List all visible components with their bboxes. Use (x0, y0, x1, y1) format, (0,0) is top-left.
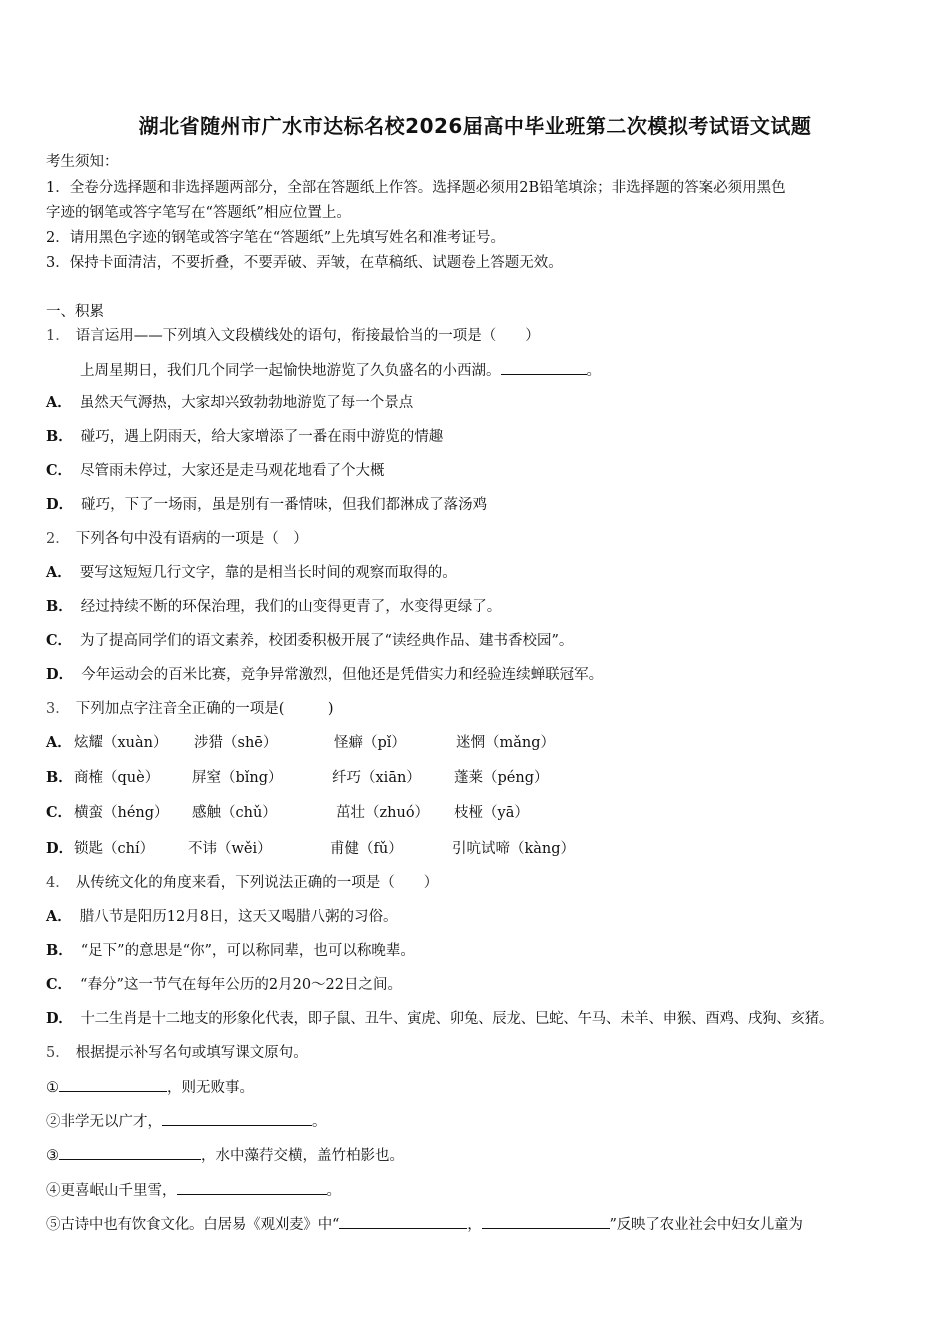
item-text: 。 (326, 1183, 341, 1199)
option-label: A． (46, 394, 72, 411)
answer-blank[interactable] (177, 1180, 327, 1195)
pinyin-item: 怪癖（pǐ） (334, 735, 406, 751)
option-label: D． (46, 1010, 73, 1027)
question-number: 5． (46, 1045, 70, 1061)
pinyin-item: 锁匙（chí） (74, 841, 155, 857)
question-4-option-c[interactable] (46, 975, 402, 995)
question-number: 2． (46, 531, 70, 547)
pinyin-item: 炫耀（xuàn） (74, 735, 168, 751)
fill-item-3 (46, 1145, 404, 1166)
question-4-stem (46, 873, 438, 893)
pinyin-item: 迷惘（mǎng） (456, 735, 556, 751)
option-label: C． (46, 462, 73, 479)
item-text: ，水中藻荇交横，盖竹柏影也。 (201, 1148, 404, 1164)
option-label: A． (46, 564, 72, 581)
option-label: C． (46, 632, 73, 649)
answer-blank[interactable] (482, 1214, 610, 1229)
notice-item-1: 1．全卷分选择题和非选择题两部分，全部在答题纸上作答。选择题必须用2B铅笔填涂；非选择题的答案必须用黑色 (46, 180, 786, 196)
question-text: 根据提示补写名句或填写课文原句。 (75, 1045, 308, 1061)
pinyin-item: 茁壮（zhuó） (336, 805, 430, 821)
option-label: D． (46, 666, 74, 683)
section-heading: 一、积累 (46, 304, 104, 320)
question-text: 语言运用——下列填入文段横线处的语句，衔接最恰当的一项是（ ） (75, 328, 540, 344)
question-1-option-b[interactable] (46, 427, 443, 447)
question-2-option-c[interactable] (46, 631, 573, 651)
question-3-option-b[interactable] (46, 768, 906, 790)
answer-blank[interactable] (59, 1145, 201, 1160)
exam-title: 湖北省随州市广水市达标名校2026届高中毕业班第二次模拟考试语文试题 (138, 114, 812, 138)
fill-item-4 (46, 1180, 341, 1201)
option-text: “足下”的意思是“你”，可以称同辈，也可以称晚辈。 (80, 943, 415, 959)
notice-item-3: 3．保持卡面清洁，不要折叠，不要弄破、弄皱，在草稿纸、试题卷上答题无效。 (46, 255, 563, 271)
option-label: A． (46, 734, 72, 751)
pinyin-item: 蓬莱（péng） (454, 770, 549, 786)
question-number: 1． (46, 328, 70, 344)
question-1-stem (46, 326, 540, 346)
option-label: B． (46, 942, 73, 959)
question-text: 从传统文化的角度来看，下列说法正确的一项是（ ） (75, 875, 439, 891)
question-2-stem (46, 529, 308, 549)
question-1-option-c[interactable] (46, 461, 385, 481)
pinyin-item: 不讳（wěi） (188, 841, 272, 857)
passage-text: 上周星期日，我们几个同学一起愉快地游览了久负盛名的小西湖。 (80, 363, 501, 379)
pinyin-item: 屏窒（bǐng） (192, 770, 283, 786)
option-text: 尽管雨未停过，大家还是走马观花地看了个大概 (80, 463, 385, 479)
question-3-stem (46, 699, 334, 719)
question-4-option-a[interactable] (46, 907, 397, 927)
question-4-option-d[interactable] (46, 1009, 833, 1029)
option-label: A． (46, 908, 72, 925)
answer-blank[interactable] (339, 1214, 467, 1229)
option-text: 十二生肖是十二地支的形象化代表，即子鼠、丑牛、寅虎、卯兔、辰龙、巳蛇、午马、未羊、申猴、酉鸡、戌狗、亥猪。 (80, 1011, 834, 1027)
item-text: 。 (312, 1114, 327, 1130)
option-text: 腊八节是阳历12月8日，这天又喝腊八粥的习俗。 (79, 909, 398, 925)
item-text: ⑤古诗中也有饮食文化。白居易《观刈麦》中“ (46, 1217, 340, 1233)
pinyin-item: 枝桠（yā） (454, 805, 529, 821)
question-3-option-d[interactable] (46, 839, 906, 861)
question-4-option-b[interactable] (46, 941, 415, 961)
question-1-passage (80, 360, 601, 381)
fill-item-5 (46, 1214, 803, 1235)
question-1-option-d[interactable] (46, 495, 487, 515)
pinyin-item: 纤巧（xiān） (332, 770, 421, 786)
option-text: 碰巧，下了一场雨，虽是别有一番情味，但我们都淋成了落汤鸡 (81, 497, 488, 513)
question-3-option-c[interactable] (46, 803, 906, 825)
question-number: 4． (46, 875, 70, 891)
answer-blank[interactable] (162, 1111, 312, 1126)
item-text: ②非学无以广才， (46, 1114, 162, 1130)
question-2-option-d[interactable] (46, 665, 603, 685)
passage-end: 。 (586, 363, 601, 379)
answer-blank[interactable] (501, 360, 587, 375)
option-text: 为了提高同学们的语文素养，校团委积极开展了“读经典作品、建书香校园”。 (80, 633, 574, 649)
item-mark: ③ (46, 1148, 59, 1164)
question-2-option-a[interactable] (46, 563, 457, 583)
notice-item-1-cont: 字迹的钢笔或答字笔写在“答题纸”相应位置上。 (46, 205, 351, 221)
option-label: B． (46, 428, 73, 445)
option-label: D． (46, 840, 74, 857)
item-mark: ① (46, 1080, 59, 1096)
question-5-stem (46, 1043, 308, 1063)
pinyin-item: 横蛮（héng） (74, 805, 169, 821)
option-text: 虽然天气溽热，大家却兴致勃勃地游览了每一个景点 (79, 395, 414, 411)
option-label: B． (46, 769, 73, 786)
pinyin-item: 感触（chǔ） (192, 805, 277, 821)
item-text: ”反映了农业社会中妇女儿童为 (609, 1217, 803, 1233)
option-label: D． (46, 496, 74, 513)
option-label: B． (46, 598, 73, 615)
fill-item-1 (46, 1077, 254, 1098)
question-number: 3． (46, 701, 70, 717)
pinyin-item: 商榷（què） (74, 770, 160, 786)
question-3-option-a[interactable] (46, 733, 906, 755)
fill-item-2 (46, 1111, 327, 1132)
option-label: C． (46, 804, 73, 821)
question-text: 下列加点字注音全正确的一项是( ) (75, 701, 334, 717)
question-1-option-a[interactable] (46, 393, 413, 413)
pinyin-item: 涉猎（shē） (194, 735, 278, 751)
pinyin-item: 甫健（fǔ） (330, 841, 403, 857)
item-text: ，则无败事。 (167, 1080, 254, 1096)
option-label: C． (46, 976, 73, 993)
option-text: 要写这短短几行文字，靠的是相当长时间的观察而取得的。 (79, 565, 457, 581)
option-text: 今年运动会的百米比赛，竞争异常激烈，但他还是凭借实力和经验连续蝉联冠军。 (81, 667, 604, 683)
notice-heading: 考生须知： (46, 154, 119, 170)
question-2-option-b[interactable] (46, 597, 501, 617)
pinyin-item: 引吭试啼（kàng） (452, 841, 576, 857)
option-text: 碰巧，遇上阴雨天，给大家增添了一番在雨中游览的情趣 (80, 429, 444, 445)
option-text: “春分”这一节气在每年公历的2月20～22日之间。 (80, 977, 402, 993)
option-text: 经过持续不断的环保治理，我们的山变得更青了，水变得更绿了。 (80, 599, 502, 615)
question-text: 下列各句中没有语病的一项是（ ） (75, 531, 308, 547)
item-text: ④更喜岷山千里雪， (46, 1183, 177, 1199)
item-text: ， (467, 1217, 482, 1233)
notice-item-2: 2．请用黑色字迹的钢笔或答字笔在“答题纸”上先填写姓名和准考证号。 (46, 230, 506, 246)
answer-blank[interactable] (59, 1077, 167, 1092)
